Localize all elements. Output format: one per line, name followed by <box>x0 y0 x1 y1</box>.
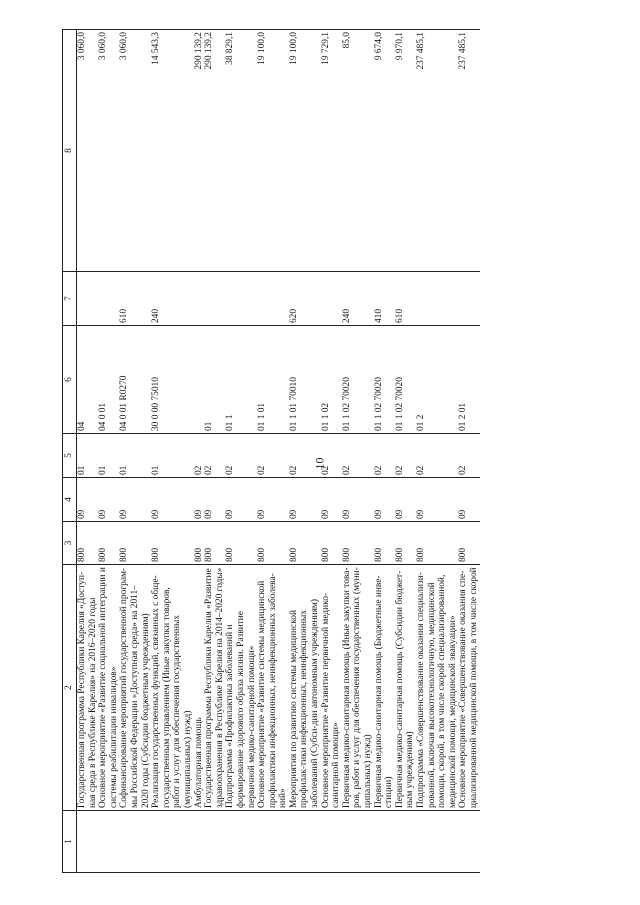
section-code: 09 <box>194 478 205 522</box>
budget-table-page <box>62 30 607 873</box>
expense-type-code: 240 <box>342 272 374 326</box>
section-code: 09 <box>321 478 342 522</box>
amount-value: 3 060,0 <box>77 30 99 272</box>
amount-value: 9 970,1 <box>395 30 416 272</box>
expense-type-code: 410 <box>374 272 395 326</box>
target-article-code: 01 1 <box>225 326 257 434</box>
section-code: 09 <box>151 478 193 522</box>
section-code: 09 <box>98 478 119 522</box>
subsection-code: 01 <box>98 434 119 478</box>
target-article-code: 04 0 01 <box>98 326 119 434</box>
admin-code: 800 <box>204 522 225 565</box>
subsection-code: 02 <box>416 434 458 478</box>
table-row <box>225 30 257 873</box>
expense-type-code <box>416 272 458 326</box>
amount-value: 290 139,2 <box>204 30 225 272</box>
table-row <box>119 30 151 873</box>
row-description: Основное мероприятие «Развитие социальной интеграции и системы реабилитации инвалидов» <box>98 565 119 811</box>
subsection-code: 02 <box>458 434 479 478</box>
column-header: 4 <box>63 478 77 522</box>
expense-type-code <box>204 272 225 326</box>
section-code: 09 <box>416 478 458 522</box>
target-article-code: 01 1 02 70020 <box>395 326 416 434</box>
expense-type-code <box>77 272 99 326</box>
section-code: 09 <box>395 478 416 522</box>
target-article-code: 01 1 02 70020 <box>342 326 374 434</box>
amount-value: 85,0 <box>342 30 374 272</box>
subsection-code: 02 <box>257 434 289 478</box>
expense-type-code <box>458 272 479 326</box>
table-header-row <box>63 30 77 873</box>
row-description: Первичная медико-санитарная помощь (Субсидии бюджет-ным учреждениям) <box>395 565 416 811</box>
subsection-code: 02 <box>194 434 205 478</box>
expense-type-code <box>257 272 289 326</box>
section-code: 09 <box>374 478 395 522</box>
amount-value: 19 100,0 <box>257 30 289 272</box>
table-row <box>416 30 458 873</box>
subsection-code: 02 <box>289 434 321 478</box>
row-description: Первичная медико-санитарная помощь (Бюджетные инве-стиции) <box>374 565 395 811</box>
row-index-cell <box>257 811 289 873</box>
section-code: 09 <box>204 478 225 522</box>
admin-code: 800 <box>458 522 479 565</box>
amount-value: 3 060,0 <box>119 30 151 272</box>
section-code: 09 <box>77 478 99 522</box>
target-article-code: 04 <box>77 326 99 434</box>
amount-value: 290 139,2 <box>194 30 205 272</box>
row-description: Подпрограмма «Совершенствование оказания специализи-рованной, включая высокотехнологичную, медицинской помощи, скорой, в том числе скорой специализированной, медицинской помощи, медицинской эвакуации» <box>416 565 458 811</box>
section-code: 09 <box>342 478 374 522</box>
expense-type-code <box>225 272 257 326</box>
column-header: 7 <box>63 272 77 326</box>
row-description: Государственная программа Республики Карелия «Развитие здравоохранения в Республике Карелия на 2014–2020 годы» <box>204 565 225 811</box>
admin-code: 800 <box>342 522 374 565</box>
section-code: 09 <box>257 478 289 522</box>
admin-code: 800 <box>98 522 119 565</box>
column-header: 5 <box>63 434 77 478</box>
section-code: 09 <box>289 478 321 522</box>
table-row <box>194 30 205 873</box>
amount-value: 38 829,1 <box>225 30 257 272</box>
target-article-code: 01 1 02 70020 <box>374 326 395 434</box>
table-row <box>342 30 374 873</box>
row-index-cell <box>98 811 119 873</box>
amount-value: 14 543,3 <box>151 30 193 272</box>
table-row <box>151 30 193 873</box>
target-article-code: 30 0 00 75010 <box>151 326 193 434</box>
row-index-cell <box>458 811 479 873</box>
amount-value: 9 674,0 <box>374 30 395 272</box>
page-number: 10 <box>312 457 327 470</box>
subsection-code: 01 <box>119 434 151 478</box>
row-description: Амбулаторная помощь <box>194 565 205 811</box>
table-row <box>98 30 119 873</box>
row-index-cell <box>151 811 193 873</box>
admin-code: 800 <box>257 522 289 565</box>
row-description: Софинансирование мероприятий государственной програм-мы Российской Федерации «Доступная среда» на 2011–2020 годы (Субсидии бюджетным учреждениям) <box>119 565 151 811</box>
section-code: 09 <box>458 478 479 522</box>
column-header: 8 <box>63 30 77 272</box>
column-header: 6 <box>63 326 77 434</box>
row-index-cell <box>416 811 458 873</box>
table-row <box>395 30 416 873</box>
target-article-code: 04 0 01 R0270 <box>119 326 151 434</box>
row-index-cell <box>194 811 205 873</box>
row-description: Государственная программа Республики Карелия «Доступ-ная среда в Республике Карелия» на 2016–2020 годы <box>77 565 99 811</box>
expense-type-code <box>321 272 342 326</box>
row-description: Основное мероприятие «Совершенствование оказания спе-циализированной медицинской помощи, в том числе скорой <box>458 565 479 811</box>
table-row <box>289 30 321 873</box>
section-code: 09 <box>119 478 151 522</box>
admin-code: 800 <box>416 522 458 565</box>
row-description: Первичная медико-санитарная помощь (Иные закупки това-ров, работ и услуг для обеспечения государственных (муни-ципальных) нужд) <box>342 565 374 811</box>
expense-type-code: 610 <box>119 272 151 326</box>
target-article-code: 01 1 01 <box>257 326 289 434</box>
subsection-code: 02 <box>321 434 342 478</box>
admin-code: 800 <box>395 522 416 565</box>
amount-value: 19 100,0 <box>289 30 321 272</box>
subsection-code: 02 <box>225 434 257 478</box>
row-description: Реализация государственных функций, связанных с обще-государственным управлением (Иные закупки товаров, работ и услуг для обеспечения государственных (муниципальных) нужд) <box>151 565 193 811</box>
row-index-cell <box>204 811 225 873</box>
target-article-code: 01 <box>204 326 225 434</box>
row-description: Основное мероприятие «Развитие первичной медико-санитарной помощи» <box>321 565 342 811</box>
section-code: 09 <box>225 478 257 522</box>
column-header: 3 <box>63 522 77 565</box>
admin-code: 800 <box>374 522 395 565</box>
admin-code: 800 <box>289 522 321 565</box>
budget-table <box>62 29 480 873</box>
subsection-code: 02 <box>374 434 395 478</box>
subsection-code: 02 <box>204 434 225 478</box>
target-article-code <box>194 326 205 434</box>
row-index-cell <box>289 811 321 873</box>
admin-code: 800 <box>77 522 99 565</box>
row-index-cell <box>342 811 374 873</box>
row-description: Подпрограмма «Профилактика заболеваний и формирование здорового образа жизни. Развитие первичной медико-санитарной помощи» <box>225 565 257 811</box>
admin-code: 800 <box>119 522 151 565</box>
expense-type-code: 610 <box>395 272 416 326</box>
expense-type-code: 620 <box>289 272 321 326</box>
column-header: 1 <box>63 811 77 873</box>
expense-type-code: 240 <box>151 272 193 326</box>
row-index-cell <box>374 811 395 873</box>
table-row <box>77 30 99 873</box>
subsection-code: 02 <box>342 434 374 478</box>
target-article-code: 01 1 02 <box>321 326 342 434</box>
amount-value: 3 060,0 <box>98 30 119 272</box>
table-row <box>257 30 289 873</box>
target-article-code: 01 1 01 70010 <box>289 326 321 434</box>
row-index-cell <box>77 811 99 873</box>
table-row <box>321 30 342 873</box>
amount-value: 19 729,1 <box>321 30 342 272</box>
admin-code: 800 <box>151 522 193 565</box>
row-index-cell <box>119 811 151 873</box>
expense-type-code <box>194 272 205 326</box>
row-index-cell <box>321 811 342 873</box>
row-description: Основное мероприятие «Развитие системы медицинской профилактики инфекционных, неинфекционных заболева-ний» <box>257 565 289 811</box>
table-row <box>204 30 225 873</box>
row-index-cell <box>395 811 416 873</box>
amount-value: 237 485,1 <box>416 30 458 272</box>
row-description: Мероприятия по развитию системы медицинской профилак-тики инфекционных, неинфекционных заболеваний (Субси-дии автономным учреждениям) <box>289 565 321 811</box>
subsection-code: 02 <box>395 434 416 478</box>
row-index-cell <box>225 811 257 873</box>
table-row <box>374 30 395 873</box>
column-header: 2 <box>63 565 77 811</box>
admin-code: 800 <box>321 522 342 565</box>
expense-type-code <box>98 272 119 326</box>
target-article-code: 01 2 <box>416 326 458 434</box>
table-row <box>458 30 479 873</box>
subsection-code: 01 <box>151 434 193 478</box>
target-article-code: 01 2 01 <box>458 326 479 434</box>
subsection-code: 01 <box>77 434 99 478</box>
admin-code: 800 <box>225 522 257 565</box>
admin-code: 800 <box>194 522 205 565</box>
amount-value: 237 485,1 <box>458 30 479 272</box>
